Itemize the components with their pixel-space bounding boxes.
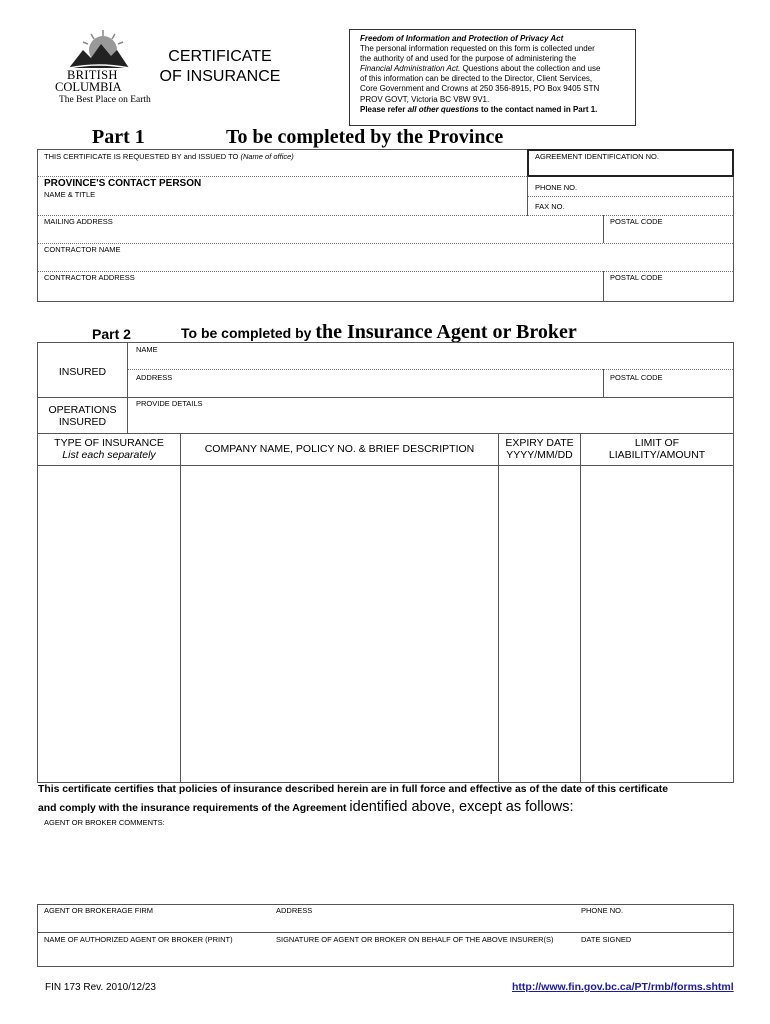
firm-field[interactable] [38,915,268,931]
type-of-insurance-cell[interactable] [38,466,180,782]
fax-label: FAX NO. [535,202,565,211]
limit-liability-cell[interactable] [581,466,733,782]
comments-field[interactable] [38,830,733,900]
rule [38,932,733,933]
rule [38,271,733,272]
privacy-line7: Please refer all other questions to the contact named in Part 1. [360,104,598,114]
sig-phone-field[interactable] [577,915,732,931]
insured-label: INSURED [58,366,107,378]
col-company-header: COMPANY NAME, POLICY NO. & BRIEF DESCRIPTION [204,443,475,455]
signature-field[interactable] [270,945,575,965]
rule [128,369,733,370]
certify-line1: This certificate certifies that policies of insurance described herein are in full force and effective as of the date of this certificate [38,784,668,795]
comments-label: AGENT OR BROKER COMMENTS: [44,818,165,827]
bc-logo [55,28,151,108]
form-id: FIN 173 Rev. 2010/12/23 [45,982,156,993]
privacy-heading: Freedom of Information and Protection of Privacy Act [360,34,564,43]
rule [38,176,527,177]
provide-details-label: PROVIDE DETAILS [136,399,203,408]
postal-code-label: POSTAL CODE [610,217,663,226]
firm-label: AGENT OR BROKERAGE FIRM [44,906,154,915]
contact-person-label: PROVINCE'S CONTACT PERSON [44,178,202,189]
rule [38,397,733,398]
postal-code3-label: POSTAL CODE [610,373,663,382]
agreement-id-label: AGREEMENT IDENTIFICATION NO. [535,152,659,161]
form-title-line1: CERTIFICATE [168,48,272,65]
form-title [150,47,290,87]
expiry-date-cell[interactable] [499,466,580,782]
col-limit-header: LIMIT OF LIABILITY/AMOUNT [608,437,706,461]
forms-link[interactable]: http://www.fin.gov.bc.ca/PT/rmb/forms.shtml [512,981,734,993]
rule [127,342,128,434]
rule [38,215,733,216]
operations-label: OPERATIONS INSURED [48,404,117,428]
privacy-line3: Financial Administration Act. Questions about the collection and use [360,64,601,74]
company-policy-cell[interactable] [181,466,498,782]
agent-name-field[interactable] [38,945,268,965]
form-title-line2: OF INSURANCE [159,68,281,85]
contractor-address-label: CONTRACTOR ADDRESS [44,273,135,282]
mailing-address-label: MAILING ADDRESS [44,217,113,226]
privacy-line2: the authority of and used for the purpose of administering the [360,54,577,64]
phone-label: PHONE NO. [535,183,578,192]
logo-line1: BRITISH [67,68,118,82]
address-label: ADDRESS [136,373,173,382]
issued-to-field[interactable] [38,161,526,175]
postal-code2-label: POSTAL CODE [610,273,663,282]
contractor-name-label: CONTRACTOR NAME [44,245,121,254]
requested-by-label: THIS CERTIFICATE IS REQUESTED BY and ISSUED TO (Name of office) [44,152,294,161]
date-signed-label: DATE SIGNED [581,935,632,944]
agent-name-label: NAME OF AUTHORIZED AGENT OR BROKER (PRINT) [44,935,233,944]
rule [38,433,733,434]
name-title-label: NAME & TITLE [44,190,96,199]
signature-label: SIGNATURE OF AGENT OR BROKER ON BEHALF OF THE ABOVE INSURER(S) [276,935,554,944]
part2-heading: To be completed by the Insurance Agent or Broker [181,321,577,343]
privacy-line4: of this information can be directed to the Director, Client Services, [360,74,593,84]
rule [603,271,604,301]
logo-tagline: The Best Place on Earth [59,95,151,105]
col-expiry-header: EXPIRY DATE YYYY/MM/DD [505,437,574,461]
certify-line2: and comply with the insurance requirements of the Agreement identified above, except as follows: [38,799,574,815]
rule [603,369,604,397]
privacy-line5: Core Government and Crowns at 250 356-8915, PO Box 9405 STN [360,84,600,94]
part2-label: Part 2 [92,326,131,342]
rule [528,196,733,197]
privacy-line6: PROV GOVT, Victoria BC V8W 9V1. [360,94,490,104]
sig-address-field[interactable] [270,915,575,931]
rule [603,215,604,243]
sig-phone-label: PHONE NO. [581,906,624,915]
bc-logo-icon [55,28,135,72]
name-label: NAME [136,345,158,354]
part1-label: Part 1 [92,126,145,148]
date-signed-field[interactable] [577,945,732,965]
part1-heading: To be completed by the Province [226,126,504,148]
col-type-header: TYPE OF INSURANCE List each separately [54,437,164,461]
rule [38,243,733,244]
sig-address-label: ADDRESS [276,906,313,915]
privacy-line1: The personal information requested on this form is collected under [360,44,595,54]
privacy-notice [349,29,636,126]
logo-line2: COLUMBIA [55,80,122,94]
